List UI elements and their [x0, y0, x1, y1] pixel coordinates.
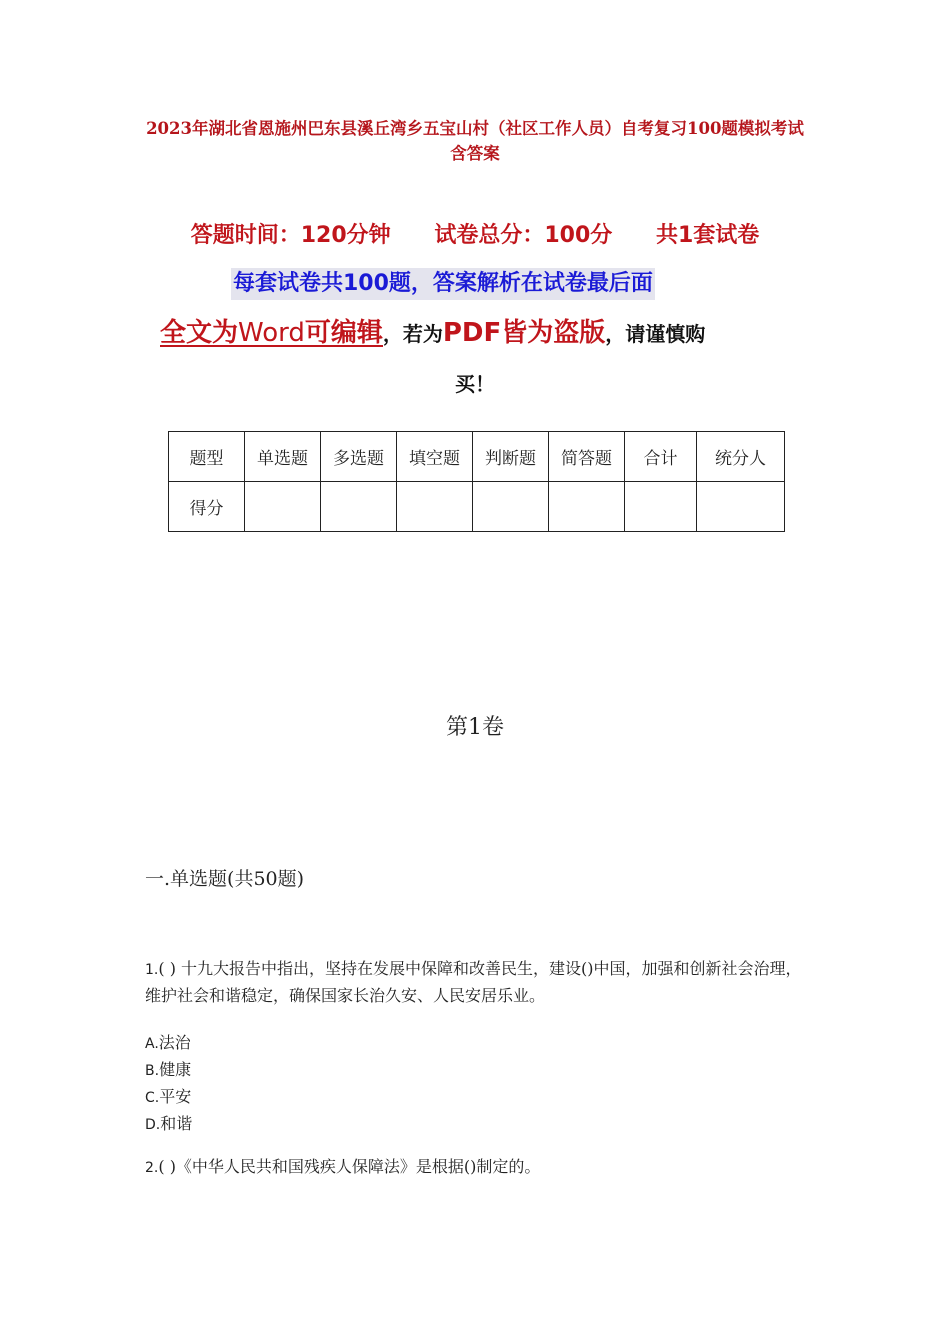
header-cell: 多选题	[321, 432, 397, 482]
warning-part-7: ，请谨慎购	[605, 322, 706, 346]
header-cell: 合计	[625, 432, 697, 482]
score-cell[interactable]	[473, 482, 549, 532]
document-title: 2023年湖北省恩施州巴东县溪丘湾乡五宝山村（社区工作人员）自考复习100题模拟考试含答案	[146, 119, 804, 163]
option-text: 平安	[159, 1087, 192, 1106]
option-b[interactable]	[145, 1057, 192, 1084]
score-cell[interactable]	[625, 482, 697, 532]
option-a[interactable]	[145, 1030, 192, 1057]
header-cell: 单选题	[245, 432, 321, 482]
score-cell[interactable]	[321, 482, 397, 532]
header-cell: 题型	[169, 432, 245, 482]
header-cell: 统分人	[697, 432, 785, 482]
header-cell: 判断题	[473, 432, 549, 482]
question-text: ( )《中华人民共和国残疾人保障法》是根据()制定的。	[158, 1157, 541, 1176]
warning-word: Word	[238, 318, 305, 348]
option-letter: A.	[145, 1036, 159, 1052]
copyright-warning	[160, 312, 800, 357]
exam-meta	[0, 218, 950, 249]
question-1-options	[145, 1030, 192, 1138]
option-text: 和谐	[160, 1114, 193, 1133]
warning-buy: 买！	[455, 372, 495, 396]
option-c[interactable]	[145, 1084, 192, 1111]
exam-set-count: 共1套试卷	[655, 223, 760, 248]
question-number: 1.	[145, 962, 159, 978]
question-2	[145, 1154, 815, 1181]
answer-notice: 每套试卷共100题，答案解析在试卷最后面	[231, 268, 655, 300]
score-cell[interactable]	[245, 482, 321, 532]
score-table-score-row	[169, 482, 785, 532]
score-table	[168, 431, 785, 532]
exam-time: 答题时间：120分钟	[190, 223, 391, 248]
score-row-label: 得分	[169, 482, 245, 532]
option-letter: D.	[145, 1117, 161, 1133]
volume-heading: 第1卷	[446, 715, 504, 740]
option-letter: C.	[145, 1090, 160, 1106]
exam-total-score: 试卷总分：100分	[434, 223, 613, 248]
warning-part-3: 可编辑	[304, 318, 383, 348]
question-1	[145, 956, 815, 1009]
warning-pdf: PDF	[442, 318, 502, 348]
warning-part-6: 皆为盗版	[501, 318, 606, 348]
option-letter: B.	[145, 1063, 160, 1079]
question-text: ( ) 十九大报告中指出，坚持在发展中保障和改善民生，建设()中国，加强和创新社会治理，维护社会和谐稳定，确保国家长治久安、人民安居乐业。	[145, 959, 802, 1005]
warning-part-4: ，若为	[382, 322, 443, 346]
section-heading: 一.单选题(共50题)	[145, 868, 305, 890]
option-text: 健康	[159, 1060, 192, 1079]
option-d[interactable]	[145, 1111, 192, 1138]
header-cell: 简答题	[549, 432, 625, 482]
score-table-header-row	[169, 432, 785, 482]
warning-part-1: 全文为	[160, 318, 239, 348]
score-cell[interactable]	[697, 482, 785, 532]
question-number: 2.	[145, 1160, 159, 1176]
option-text: 法治	[158, 1033, 191, 1052]
score-cell[interactable]	[397, 482, 473, 532]
score-cell[interactable]	[549, 482, 625, 532]
header-cell: 填空题	[397, 432, 473, 482]
